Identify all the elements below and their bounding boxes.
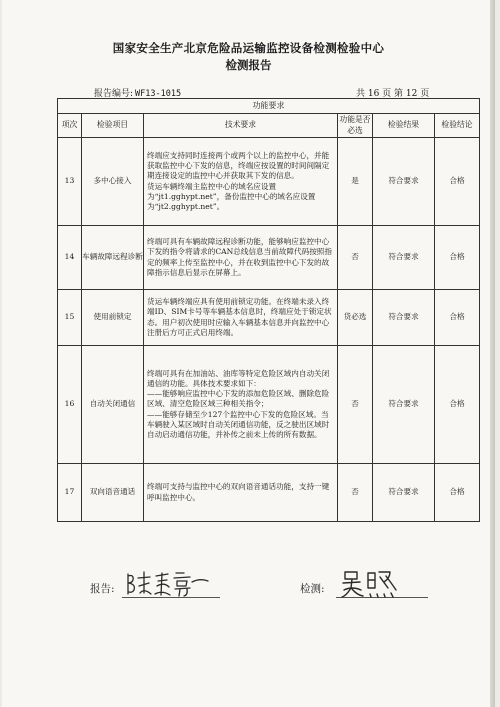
- mandatory-flag: 否: [338, 346, 373, 464]
- column-header: 检验结果: [373, 114, 435, 138]
- inspection-result: 符合要求: [373, 346, 435, 464]
- table-row: [58, 464, 480, 522]
- requirement-paragraph: 货运车辆终端主监控中心的域名应设置为“jt1.gghypt.net”，备份监控中心的域名应设置为“jt2.gghypt.net”。: [147, 181, 316, 211]
- report-page: [2, 0, 495, 707]
- item-number: 15: [58, 290, 82, 346]
- inspection-conclusion: 合格: [435, 464, 480, 522]
- inspection-result: 符合要求: [373, 226, 435, 290]
- inspection-result: 符合要求: [373, 290, 435, 346]
- mandatory-flag: 否: [338, 464, 373, 522]
- table-header-row: [58, 114, 480, 138]
- table-banner: 功能要求: [58, 99, 480, 114]
- column-header: 技术要求: [144, 114, 338, 138]
- report-handwritten-signature: [124, 568, 216, 598]
- report-title: 国家安全生产北京危险品运输监控设备检测检验中心: [112, 41, 385, 55]
- inspection-conclusion: 合格: [435, 290, 480, 346]
- table-row: [58, 290, 480, 346]
- requirement-paragraph: ——能够响应监控中心下发的添加危险区域、删除危险区域、清空危险区域三种相关指令；: [147, 389, 330, 409]
- mandatory-flag: 货必选: [338, 290, 373, 346]
- inspection-result: 符合要求: [373, 464, 435, 522]
- column-header: 检验项目: [82, 114, 144, 138]
- report-number-label: 报告编号:: [94, 89, 134, 99]
- table-row: [58, 138, 480, 226]
- requirements-table: [57, 98, 480, 522]
- technical-requirement: [144, 464, 338, 522]
- inspection-item: 多中心接入: [82, 138, 144, 226]
- inspector-signature-label: 检测:: [300, 583, 325, 595]
- requirement-paragraph: 终端可具有车辆故障远程诊断功能，能够响应监控中心下发的指令将请求的CAN总线信息当前故障代码按照指定的频率上传至监控中心，并在收到监控中心下发的故障指示信息后显示在屏幕上。: [147, 237, 332, 277]
- inspection-item: 车辆故障远程诊断: [82, 226, 144, 290]
- technical-requirement: [144, 346, 338, 464]
- report-subtitle: 检测报告: [225, 58, 272, 72]
- column-header: 检验结论: [435, 114, 480, 138]
- report-number-value: WF13-1015: [135, 89, 182, 99]
- inspection-item: 双向语音通话: [82, 464, 144, 522]
- inspection-item: 使用前锁定: [82, 290, 144, 346]
- requirement-paragraph: 货运车辆终端应具有使用前锁定功能。在终端未录入终端ID、SIM卡号等车辆基本信息时，终端应处于锁定状态。用户初次使用时应输入车辆基本信息并向监控中心注册后方可正式启用终端。: [147, 297, 332, 337]
- item-number: 14: [58, 226, 82, 290]
- page-indicator: 共 16 页 第 12 页: [356, 89, 430, 99]
- mandatory-flag: 否: [338, 226, 373, 290]
- inspection-conclusion: 合格: [435, 226, 480, 290]
- technical-requirement: [144, 226, 338, 290]
- item-number: 17: [58, 464, 82, 522]
- table-row: [58, 226, 480, 290]
- item-number: 16: [58, 346, 82, 464]
- column-header: 功能是否必选: [338, 114, 373, 138]
- technical-requirement: [144, 290, 338, 346]
- requirement-paragraph: ——能够存储至少127个监控中心下发的危险区域。当车辆驶入某区域时自动关闭通信功能，反之驶出区域时自动启动通信功能，并补传之前未上传的所有数据。: [147, 409, 330, 440]
- inspector-handwritten-signature: [340, 568, 404, 600]
- page-edge-shadow: [490, 0, 495, 707]
- column-header: 项次: [58, 114, 82, 138]
- requirement-paragraph: 终端可具有在加油站、油库等特定危险区域内自动关闭通信的功能。具体技术要求如下：: [147, 368, 330, 388]
- inspection-conclusion: 合格: [435, 138, 480, 226]
- inspection-conclusion: 合格: [435, 346, 480, 464]
- table-row: [58, 346, 480, 464]
- mandatory-flag: 是: [338, 138, 373, 226]
- item-number: 13: [58, 138, 82, 226]
- inspection-item: 自动关闭通信: [82, 346, 144, 464]
- inspection-result: 符合要求: [373, 138, 435, 226]
- report-signature-label: 报告:: [90, 583, 115, 595]
- requirement-paragraph: 终端可支持与监控中心的双向语音通话功能，支持一键呼叫监控中心。: [147, 482, 330, 502]
- requirement-paragraph: 终端应支持同时连接两个或两个以上的监控中心，并能获取监控中心下发的信息，终端应按设置的时间间隔定期连接设定的监控中心并获取其下发的信息。: [147, 150, 330, 181]
- technical-requirement: [144, 138, 338, 226]
